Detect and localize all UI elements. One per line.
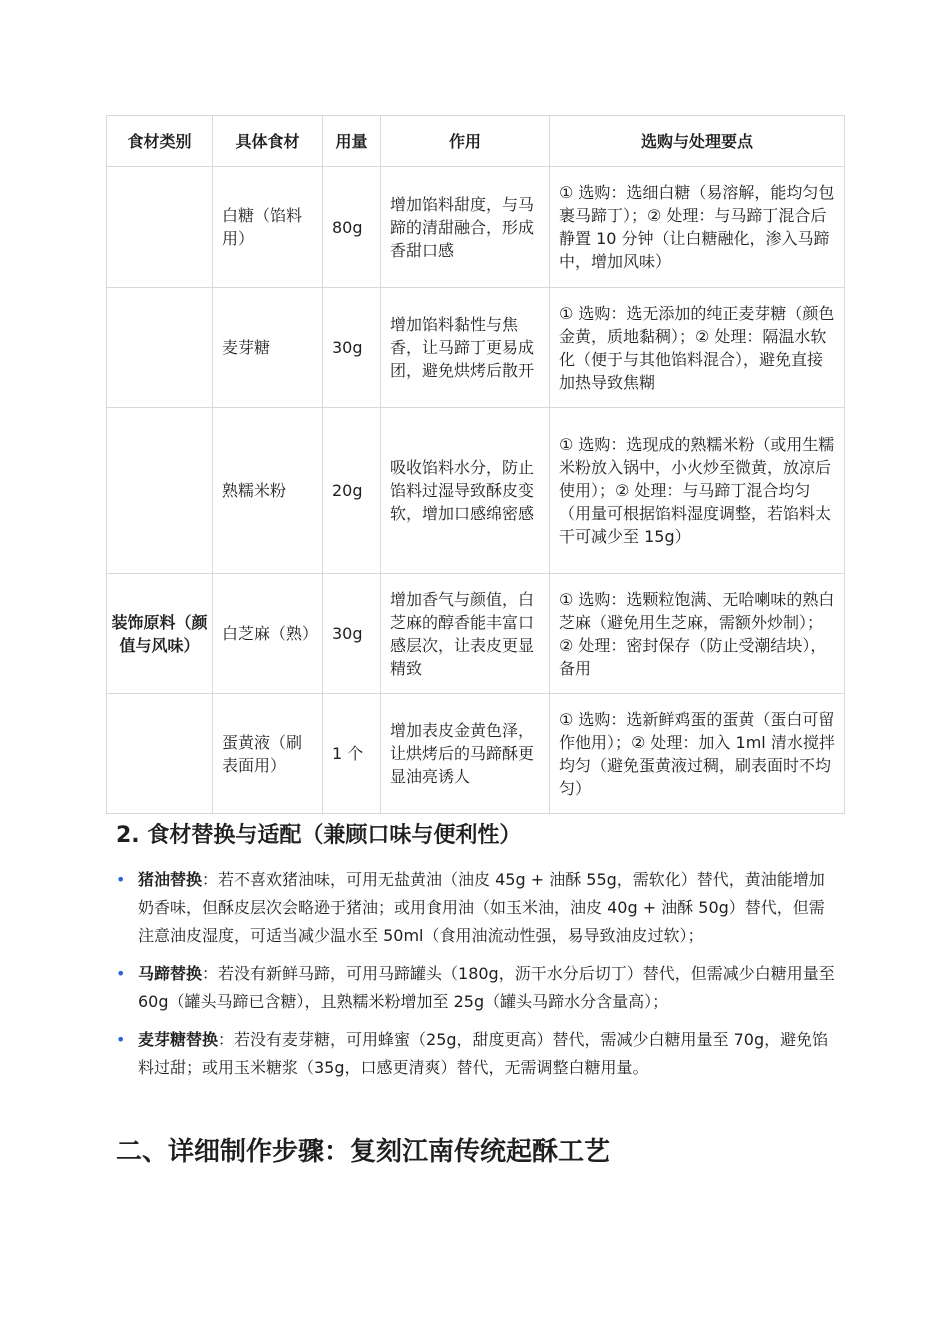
item-text: ：若不喜欢猪油味，可用无盐黄油（油皮 45g + 油酥 55g，需软化）替代，黄油能增加奶香味，但酥皮层次会略逊于猪油；或用食用油（如玉米油，油皮 40g + 油酥 50g）替代，但需注意油皮湿度，可适当减少温水至 50ml（食用油流动性强，易导致油皮过软）；	[138, 870, 825, 945]
list-item	[116, 960, 836, 1016]
cell-category: 装饰原料（颜值与风味）	[107, 574, 213, 694]
header-tips: 选购与处理要点	[550, 116, 845, 167]
table-row	[107, 408, 845, 574]
cell-ingredient: 白芝麻（熟）	[213, 574, 323, 694]
section-heading-substitutions: 2. 食材替换与适配（兼顾口味与便利性）	[116, 823, 522, 848]
cell-tips: ① 选购：选现成的熟糯米粉（或用生糯米粉放入锅中，小火炒至微黄，放凉后使用）；② 处理：与马蹄丁混合均匀（用量可根据馅料湿度调整，若馅料太干可减少至 15g）	[550, 408, 845, 574]
cell-category	[107, 408, 213, 574]
header-category: 食材类别	[107, 116, 213, 167]
cell-amount: 30g	[323, 574, 381, 694]
cell-category	[107, 288, 213, 408]
item-term: 猪油替换	[138, 870, 203, 889]
cell-ingredient: 蛋黄液（刷表面用）	[213, 694, 323, 814]
table-row	[107, 288, 845, 408]
header-role: 作用	[381, 116, 550, 167]
cell-role: 吸收馅料水分，防止馅料过湿导致酥皮变软，增加口感绵密感	[381, 408, 550, 574]
cell-amount: 30g	[323, 288, 381, 408]
cell-ingredient: 白糖（馅料用）	[213, 167, 323, 288]
cell-tips: ① 选购：选细白糖（易溶解，能均匀包裹马蹄丁）；② 处理：与马蹄丁混合后静置 10 分钟（让白糖融化，渗入马蹄中，增加风味）	[550, 167, 845, 288]
substitution-list	[116, 866, 836, 1092]
list-item	[116, 1026, 836, 1082]
bullet-icon: •	[116, 964, 126, 983]
cell-tips: ① 选购：选颗粒饱满、无哈喇味的熟白芝麻（避免用生芝麻，需额外炒制）；② 处理：密封保存（防止受潮结块），备用	[550, 574, 845, 694]
cell-ingredient: 麦芽糖	[213, 288, 323, 408]
cell-role: 增加馅料甜度，与马蹄的清甜融合，形成香甜口感	[381, 167, 550, 288]
table-header-row	[107, 116, 845, 167]
section-heading-steps: 二、详细制作步骤：复刻江南传统起酥工艺	[116, 1137, 611, 1167]
cell-role: 增加香气与颜值，白芝麻的醇香能丰富口感层次，让表皮更显精致	[381, 574, 550, 694]
cell-role: 增加表皮金黄色泽，让烘烤后的马蹄酥更显油亮诱人	[381, 694, 550, 814]
list-item	[116, 866, 836, 950]
cell-tips: ① 选购：选无添加的纯正麦芽糖（颜色金黄，质地黏稠）；② 处理：隔温水软化（便于与其他馅料混合），避免直接加热导致焦糊	[550, 288, 845, 408]
bullet-icon: •	[116, 870, 126, 889]
table-row	[107, 694, 845, 814]
table-row	[107, 574, 845, 694]
item-term: 马蹄替换	[138, 964, 203, 983]
header-ingredient: 具体食材	[213, 116, 323, 167]
ingredients-table	[106, 115, 845, 814]
header-amount: 用量	[323, 116, 381, 167]
item-text: ：若没有新鲜马蹄，可用马蹄罐头（180g，沥干水分后切丁）替代，但需减少白糖用量至 60g（罐头马蹄已含糖），且熟糯米粉增加至 25g（罐头马蹄水分含量高）；	[138, 964, 835, 1011]
cell-amount: 20g	[323, 408, 381, 574]
item-term: 麦芽糖替换	[138, 1030, 219, 1049]
cell-category	[107, 694, 213, 814]
cell-amount: 1 个	[323, 694, 381, 814]
bullet-icon: •	[116, 1030, 126, 1049]
cell-tips: ① 选购：选新鲜鸡蛋的蛋黄（蛋白可留作他用）；② 处理：加入 1ml 清水搅拌均匀（避免蛋黄液过稠，刷表面时不均匀）	[550, 694, 845, 814]
table-row	[107, 167, 845, 288]
cell-amount: 80g	[323, 167, 381, 288]
item-text: ：若没有麦芽糖，可用蜂蜜（25g，甜度更高）替代，需减少白糖用量至 70g，避免馅料过甜；或用玉米糖浆（35g，口感更清爽）替代，无需调整白糖用量。	[138, 1030, 829, 1077]
cell-ingredient: 熟糯米粉	[213, 408, 323, 574]
cell-role: 增加馅料黏性与焦香，让马蹄丁更易成团，避免烘烤后散开	[381, 288, 550, 408]
cell-category	[107, 167, 213, 288]
